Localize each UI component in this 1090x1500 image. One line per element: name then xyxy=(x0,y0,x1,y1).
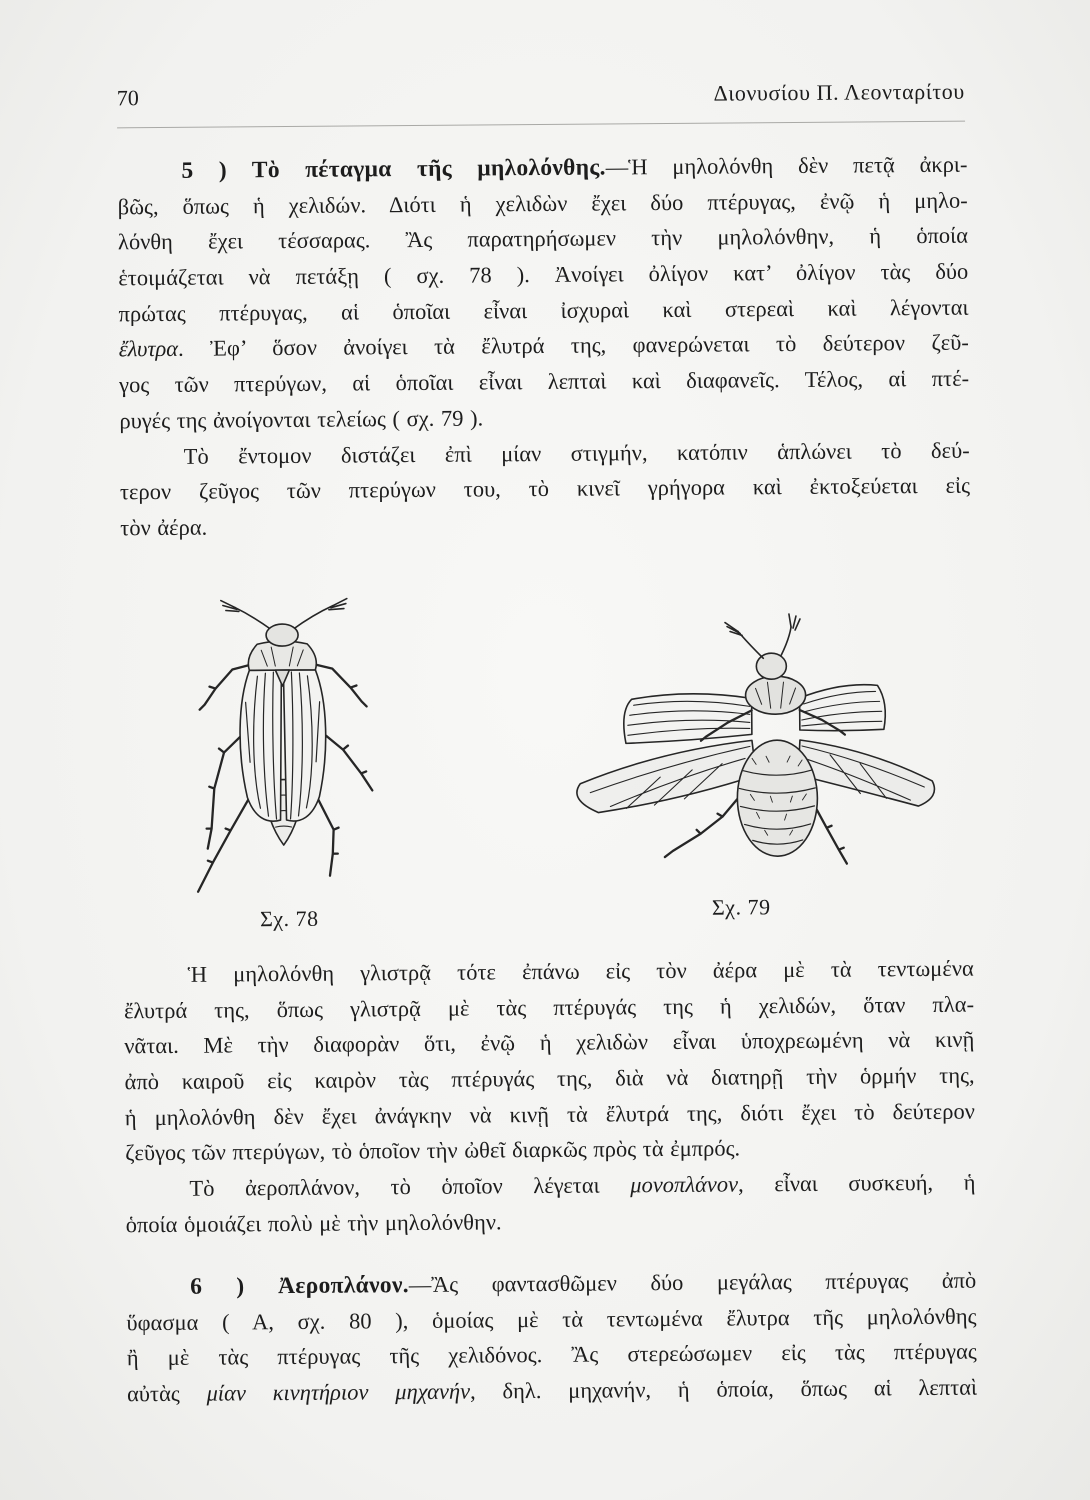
beetle-79-abdomen xyxy=(737,740,818,857)
beetle-79-right-hind-wing xyxy=(798,739,935,807)
text-line-start: αὐτὰς xyxy=(126,1380,180,1407)
beetle-79-antennae xyxy=(725,614,800,659)
text-line-rest: —Ἡ μηλολόνθη δὲν πετᾷ ἀκρι- xyxy=(605,151,968,180)
text-line-rest: —Ἂς φαντασθῶμεν δύο μεγάλας πτέρυγας ἀπὸ xyxy=(408,1267,977,1298)
text-line: πρώτας πτέρυγας, αἱ ὁποῖαι εἶναι ἰσχυραὶ καὶ στερεαὶ καὶ λέγονται xyxy=(118,294,969,327)
page-number: 70 xyxy=(116,85,139,111)
text-line: λόνθη ἔχει τέσσαρας. Ἂς παρατηρήσωμεν τὴν μηλολόνθην, ἡ ὁποία xyxy=(117,223,969,255)
text-line: τὸν ἀέρα. xyxy=(120,514,208,541)
text-line: Τὸ ἔντομον διστάζει ἐπὶ μίαν στιγμήν, κατόπιν ἁπλώνει τὸ δεύ- xyxy=(183,437,970,469)
section-heading-title: Ἀεροπλάνον. xyxy=(277,1272,409,1300)
italic-term: μίαν κινητήριον μηχανήν xyxy=(206,1378,471,1406)
text-line: ἔλυτρά της, ὅπως γλιστρᾷ μὲ τὰς πτέρυγάς της ἡ χελιδών, ὅταν πλα- xyxy=(123,991,975,1024)
text-line-rest: . Ἐφ’ ὅσον ἀνοίγει τὰ ἔλυτρά της, φανερώνεται τὸ δεύτερον ζεῦ- xyxy=(177,330,969,362)
beetle-79-head xyxy=(756,653,786,679)
beetle-78-left-elytron xyxy=(240,670,283,821)
section-heading-number: 6 ) xyxy=(190,1273,245,1300)
figures-illustrations xyxy=(179,577,961,903)
text-line: ἀπὸ καιροῦ εἰς καιρὸν τὰς πτέρυγάς της, διὰ νὰ διατηρῇ τὴν ὁρμήν της, xyxy=(124,1062,975,1095)
figure-78-caption: Σχ. 78 xyxy=(259,905,319,932)
text-line: ὁποία ὁμοιάζει πολὺ μὲ τὴν μηλολόνθην. xyxy=(125,1209,502,1238)
text-line: τερον ζεῦγος τῶν πτερύγων του, τὸ κινεῖ γρήγορα καὶ ἐκτοξεύεται εἰς xyxy=(119,472,971,505)
figure-79-caption: Σχ. 79 xyxy=(711,894,771,920)
figure-79-beetle-flying xyxy=(576,613,936,866)
text-line: βῶς, ὅπως ἡ χελιδών. Διότι ἡ χελιδὼν ἔχει δύο πτέρυγας, ἐνῷ ἡ μηλο- xyxy=(117,187,968,220)
paragraph-section-5 xyxy=(117,147,970,546)
text-line: ρυγές της ἀνοίγονται τελείως ( σχ. 79 ). xyxy=(119,405,484,434)
text-line: Ἡ μηλολόνθη γλιστρᾷ τότε ἐπάνω εἰς τὸν ἀέρα μὲ τὰ τεντωμένα xyxy=(187,955,974,987)
text-line xyxy=(127,1370,977,1412)
text-line xyxy=(125,1165,975,1207)
section-heading-number: 5 ) xyxy=(181,157,228,184)
text-line-rest: , εἶναι συσκευή, ἡ xyxy=(737,1169,976,1197)
text-line-start: Τὸ ἀεροπλάνον, τὸ ὁποῖον λέγεται xyxy=(189,1172,600,1201)
text-line: νᾶται. Μὲ τὴν διαφορὰν ὅτι, ἐνῷ ἡ χελιδὼν εἶναι ὑποχρεωμένη νὰ κινῇ xyxy=(124,1027,975,1059)
text-line: ἢ μὲ τὰς πτέρυγας τῆς χελιδόνος. Ἂς στερεώσωμεν εἰς τὰς πτέρυγας xyxy=(126,1339,977,1371)
text-line-rest: , δηλ. μηχανήν, ἡ ὁποία, ὅπως αἱ λεπταὶ xyxy=(469,1374,978,1404)
text-line: ἡ μηλολόνθη δὲν ἔχει ἀνάγκην νὰ κινῇ τὰ ἔλυτρά της, διότι ἔχει τὸ δεύτερον xyxy=(124,1098,975,1131)
italic-term: μονοπλάνον xyxy=(630,1171,739,1198)
beetle-79-pronotum xyxy=(745,676,805,714)
header-rule xyxy=(117,121,965,129)
text-line: ὕφασμα ( Α, σχ. 80 ), ὁμοίας μὲ τὰ τεντωμένα ἔλυτρα τῆς μηλολόνθης xyxy=(126,1303,977,1335)
running-header xyxy=(117,77,965,114)
paragraph-section-6 xyxy=(126,1263,977,1412)
running-title: Διονυσίου Π. Λεονταρίτου xyxy=(713,78,965,106)
italic-term: ἔλυτρα xyxy=(118,336,179,362)
figure-78-beetle-closed xyxy=(196,598,373,891)
text-line: ζεῦγος τῶν πτερύγων, τὸ ὁποῖον τὴν ὠθεῖ διαρκῶς πρὸς τὰ ἐμπρός. xyxy=(125,1135,741,1166)
paragraph-gliding xyxy=(124,951,976,1243)
beetle-78-right-elytron xyxy=(283,670,326,821)
text-line: γος τῶν πτερύγων, αἱ ὁποῖαι εἶναι λεπταὶ καὶ διαφανεῖς. Τέλος, αἱ πτέ- xyxy=(119,365,970,398)
beetle-78-head xyxy=(266,624,298,646)
text-line: ἑτοιμάζεται νὰ πετάξῃ ( σχ. 78 ). Ἀνοίγει ὀλίγον κατ’ ὀλίγον τὰς δύο xyxy=(118,258,969,291)
section-heading-title: Τὸ πέταγμα τῆς μηλολόνθης. xyxy=(251,154,606,184)
